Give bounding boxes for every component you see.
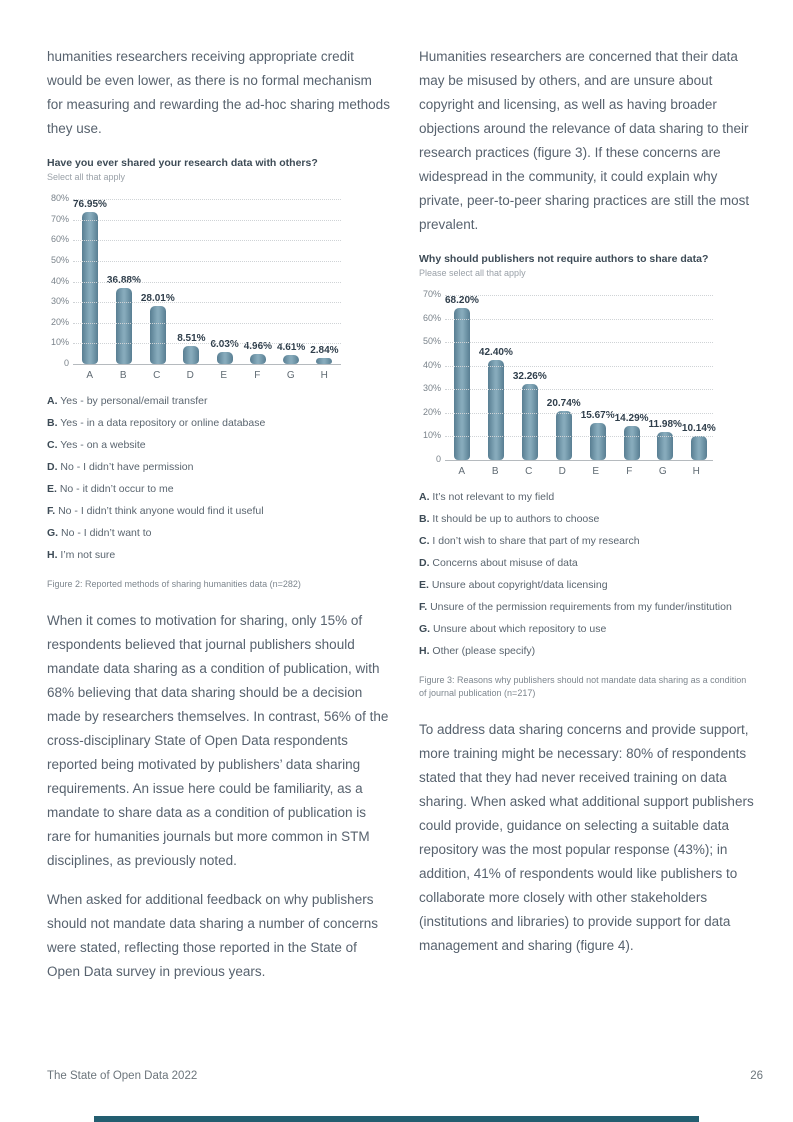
legend-item: A. It’s not relevant to my field bbox=[419, 491, 555, 503]
bar-value-label: 2.84% bbox=[310, 345, 339, 357]
figure-caption: Figure 3: Reasons why publishers should not mandate data sharing as a condition of journal publication (n=217) bbox=[419, 675, 747, 698]
bar bbox=[116, 288, 132, 364]
bar-slot bbox=[547, 295, 581, 460]
y-axis-tick-label: 0 bbox=[435, 454, 441, 464]
y-axis-tick-label: 20% bbox=[422, 406, 441, 417]
bar-slot bbox=[581, 295, 615, 460]
x-axis-tick-label: G bbox=[286, 370, 295, 381]
bar bbox=[217, 352, 233, 364]
bar bbox=[488, 360, 504, 460]
legend-item: F. No - I didn’t think anyone would find it useful bbox=[47, 505, 264, 517]
figure3-block bbox=[419, 252, 763, 700]
bar bbox=[624, 426, 640, 460]
bars-container bbox=[445, 295, 716, 460]
bar-value-label: 11.98% bbox=[648, 418, 682, 430]
legend-item: B. Yes - in a data repository or online database bbox=[47, 417, 266, 429]
legend-key: D. bbox=[419, 557, 430, 569]
y-axis-tick-label: 30% bbox=[422, 383, 441, 394]
x-axis-tick-label: G bbox=[658, 466, 667, 477]
bar bbox=[590, 423, 606, 460]
y-axis-tick-label: 10% bbox=[422, 430, 441, 441]
x-axis-tick-label: D bbox=[186, 370, 194, 381]
y-axis-tick-label: 70% bbox=[50, 213, 69, 224]
body-paragraph: When asked for additional feedback on why publishers should not mandate data sharing a number of concerns were stated, reflecting those reported in the State of Open Data survey in previous years. bbox=[47, 892, 378, 979]
legend-key: B. bbox=[47, 417, 58, 429]
gridline bbox=[73, 323, 341, 324]
legend-key: B. bbox=[419, 513, 430, 525]
body-paragraph: Humanities researchers are concerned that their data may be misused by others, and are unsure about copyright and licensing, as well as having broader objections around the relevance of data sharing to their research practices (figure 3). If these concerns are widespread in the community, it could explain why private, peer-to-peer sharing practices are still the most prevalent. bbox=[419, 49, 750, 232]
gridline bbox=[445, 436, 713, 437]
y-axis-tick-label: 20% bbox=[50, 316, 69, 327]
footer-report-title: The State of Open Data 2022 bbox=[47, 1070, 198, 1082]
gridline bbox=[445, 342, 713, 343]
legend-key: H. bbox=[419, 645, 430, 657]
bar bbox=[250, 354, 266, 364]
figure2-block bbox=[47, 156, 391, 591]
body-paragraph: When it comes to motivation for sharing, only 15% of respondents believed that journal publishers should mandate data sharing as a condition of publication, with 68% believing that data sharing should be a decision made by researchers themselves. In contrast, 56% of the cross-disciplinary State of Open Data respondents reported being motivated by publishers’ data sharing requirements. An issue here could be familiarity, as a mandate to share data as a condition of publication is rare for humanities journals but more common in STM disciplines, as previously noted. bbox=[47, 613, 389, 868]
legend-key: E. bbox=[47, 483, 57, 495]
legend-key: D. bbox=[47, 461, 58, 473]
legend-key: G. bbox=[47, 527, 59, 539]
bar-value-label: 4.96% bbox=[243, 340, 273, 352]
legend-item: A. Yes - by personal/email transfer bbox=[47, 395, 208, 407]
bar-value-label: 36.88% bbox=[106, 274, 141, 286]
legend-item: G. Unsure about which repository to use bbox=[419, 623, 607, 635]
gridline bbox=[445, 366, 713, 367]
y-axis-tick-label: 80% bbox=[50, 193, 69, 203]
legend-key: C. bbox=[47, 439, 58, 451]
x-axis-labels bbox=[445, 460, 713, 477]
bar bbox=[82, 212, 98, 364]
legend-key: G. bbox=[419, 623, 431, 635]
legend-item: D. Concerns about misuse of data bbox=[419, 557, 578, 569]
y-axis-tick-label: 60% bbox=[50, 234, 69, 245]
bar-value-label: 6.03% bbox=[210, 338, 239, 350]
y-axis-tick-label: 40% bbox=[50, 275, 69, 286]
gridline bbox=[73, 199, 341, 200]
legend-key: A. bbox=[419, 491, 430, 503]
left-column bbox=[47, 45, 391, 999]
y-axis-tick-label: 0 bbox=[63, 358, 69, 368]
x-axis-labels bbox=[73, 364, 341, 381]
y-axis-tick-label: 60% bbox=[422, 312, 441, 323]
chart-title: Why should publishers not require authors to share data? bbox=[419, 253, 709, 265]
legend-item: B. It should be up to authors to choose bbox=[419, 513, 600, 525]
plot-area bbox=[73, 199, 341, 364]
bar-value-label: 32.26% bbox=[512, 370, 547, 382]
gridline bbox=[73, 302, 341, 303]
bar-chart-plot bbox=[47, 193, 353, 368]
gridline bbox=[445, 389, 713, 390]
chart-legend bbox=[47, 395, 391, 562]
x-axis-tick-label: C bbox=[153, 370, 161, 381]
bar-slot bbox=[479, 295, 513, 460]
right-column bbox=[419, 45, 763, 999]
bar-slot bbox=[649, 295, 682, 460]
bar-slot bbox=[513, 295, 547, 460]
bar bbox=[691, 436, 707, 460]
x-axis-tick-label: B bbox=[119, 370, 127, 381]
gridline bbox=[445, 413, 713, 414]
bar-slot bbox=[445, 295, 479, 460]
legend-item: G. No - I didn’t want to bbox=[47, 527, 152, 539]
chart-subtitle: Select all that apply bbox=[47, 172, 126, 182]
bar-value-label: 20.74% bbox=[546, 398, 581, 410]
x-axis-tick-label: A bbox=[86, 370, 94, 381]
legend-item: D. No - I didn’t have permission bbox=[47, 461, 194, 473]
bar-value-label: 4.61% bbox=[276, 341, 306, 353]
x-axis-tick-label: A bbox=[458, 466, 466, 477]
legend-key: F. bbox=[419, 601, 428, 613]
gridline bbox=[445, 295, 713, 296]
body-paragraph: humanities researchers receiving appropriate credit would be even lower, as there is no formal mechanism for measuring and rewarding the ad-hoc sharing methods they use. bbox=[47, 49, 390, 136]
bar bbox=[283, 355, 299, 365]
bar-value-label: 28.01% bbox=[140, 293, 175, 305]
bar-value-label: 15.67% bbox=[580, 410, 615, 422]
gridline bbox=[73, 282, 341, 283]
y-axis-tick-label: 70% bbox=[422, 289, 441, 299]
page-number: 26 bbox=[750, 1070, 763, 1082]
x-axis-tick-label: F bbox=[626, 466, 633, 477]
legend-key: E. bbox=[419, 579, 429, 591]
page-footer bbox=[47, 1070, 763, 1082]
y-axis-tick-label: 30% bbox=[50, 296, 69, 307]
bar bbox=[183, 346, 199, 364]
bar-chart-plot bbox=[419, 289, 725, 464]
bar-value-label: 76.95% bbox=[73, 199, 107, 210]
legend-item: C. Yes - on a website bbox=[47, 439, 146, 451]
y-axis-tick-label: 10% bbox=[50, 337, 69, 348]
chart-title: Have you ever shared your research data with others? bbox=[47, 157, 318, 169]
x-axis-tick-label: D bbox=[558, 466, 566, 477]
legend-key: C. bbox=[419, 535, 430, 547]
bar-value-label: 10.14% bbox=[681, 423, 716, 435]
bar-slot bbox=[615, 295, 649, 460]
legend-item: H. I’m not sure bbox=[47, 549, 116, 561]
bar bbox=[150, 306, 166, 364]
legend-item: E. Unsure about copyright/data licensing bbox=[419, 579, 608, 591]
bar-value-label: 42.40% bbox=[478, 347, 513, 359]
legend-item: C. I don’t wish to share that part of my research bbox=[419, 535, 640, 547]
x-axis-tick-label: E bbox=[220, 370, 228, 381]
legend-key: H. bbox=[47, 549, 58, 561]
plot-area bbox=[445, 295, 716, 460]
gridline bbox=[73, 240, 341, 241]
y-axis-tick-label: 50% bbox=[422, 336, 441, 347]
x-axis-tick-label: F bbox=[254, 370, 261, 381]
legend-item: H. Other (please specify) bbox=[419, 645, 536, 657]
bar bbox=[522, 384, 538, 460]
legend-key: F. bbox=[47, 505, 56, 517]
body-paragraph: To address data sharing concerns and provide support, more training might be necessary: 80% of respondents stated that they had never received training on data sharing. When asked what additional support publishers could provide, guidance on selecting a suitable data repository was the most popular response (43%); in addition, 41% of respondents would like publishers to collaborate more closely with other stakeholders (institutions and libraries) to provide support for data management and sharing (figure 4). bbox=[419, 722, 754, 953]
figure-caption: Figure 2: Reported methods of sharing humanities data (n=282) bbox=[47, 579, 301, 589]
x-axis-tick-label: H bbox=[320, 370, 328, 381]
x-axis-tick-label: E bbox=[592, 466, 600, 477]
bar-slot bbox=[682, 295, 716, 460]
gridline bbox=[73, 343, 341, 344]
y-axis-tick-label: 40% bbox=[422, 359, 441, 370]
gridline bbox=[445, 319, 713, 320]
legend-key: A. bbox=[47, 395, 58, 407]
y-axis-tick-label: 50% bbox=[50, 254, 69, 265]
bar-value-label: 8.51% bbox=[177, 333, 206, 345]
legend-item: F. Unsure of the permission requirements from my funder/institution bbox=[419, 601, 732, 613]
x-axis-tick-label: H bbox=[692, 466, 700, 477]
x-axis-tick-label: B bbox=[491, 466, 499, 477]
bar-value-label: 68.20% bbox=[445, 295, 479, 306]
x-axis-baseline bbox=[73, 364, 341, 365]
chart-subtitle: Please select all that apply bbox=[419, 268, 526, 278]
gridline bbox=[73, 261, 341, 262]
bar-value-label: 14.29% bbox=[614, 413, 649, 425]
x-axis-baseline bbox=[445, 460, 713, 461]
chart-legend bbox=[419, 491, 763, 658]
gridline bbox=[73, 220, 341, 221]
legend-item: E. No - it didn’t occur to me bbox=[47, 483, 174, 495]
bottom-accent-bar bbox=[94, 1116, 699, 1122]
x-axis-tick-label: C bbox=[525, 466, 533, 477]
